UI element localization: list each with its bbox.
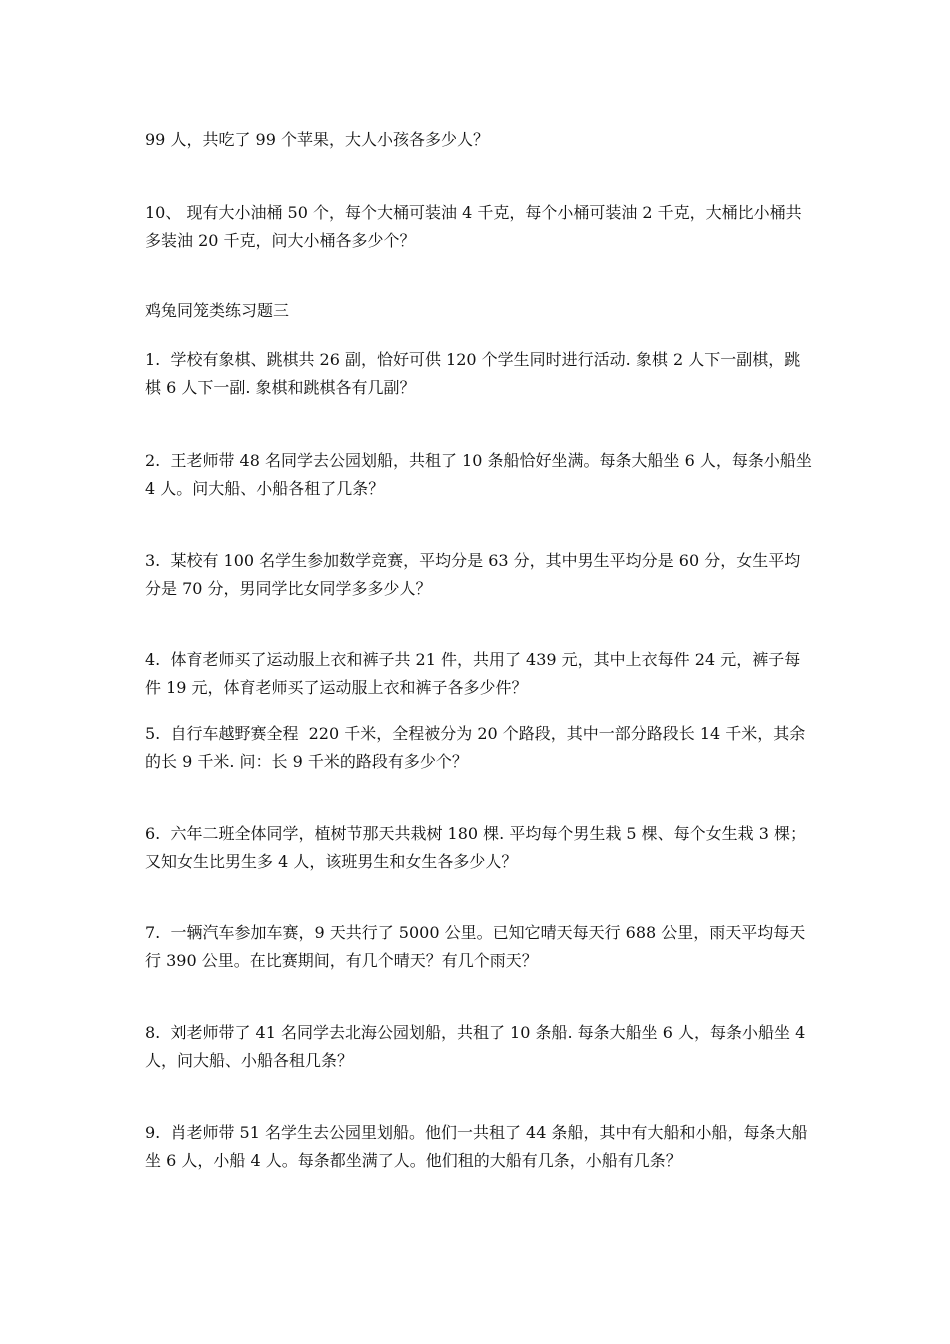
problem-4: 4. 体育老师买了运动服上衣和裤子共 21 件，共用了 439 元，其中上衣每件 24 元，裤子每件 19 元，体育老师买了运动服上衣和裤子各多少件？ [145,650,801,697]
problem-7: 7. 一辆汽车参加车赛，9 天共行了 5000 公里。已知它晴天每天行 688 公里，雨天平均每天行 390 公里。在比赛期间，有几个晴天？有几个雨天？ [145,923,806,970]
problem-9: 9. 肖老师带 51 名学生去公园里划船。他们一共租了 44 条船，其中有大船和小船，每条大船坐 6 人，小船 4 人。每条都坐满了人。他们租的大船有几条，小船有几条？ [145,1123,808,1170]
problem-2: 2. 王老师带 48 名同学去公园划船，共租了 10 条船恰好坐满。每条大船坐 6 人，每条小船坐 4 人。问大船、小船各租了几条？ [145,451,817,498]
problem-3: 3. 某校有 100 名学生参加数学竞赛，平均分是 63 分，其中男生平均分是 60 分，女生平均分是 70 分，男同学比女同学多多少人？ [145,551,801,598]
problem-8: 8. 刘老师带了 41 名同学去北海公园划船，共租了 10 条船. 每条大船坐 6 人，每条小船坐 4 人，问大船、小船各租几条？ [145,1023,811,1070]
problem-6: 6. 六年二班全体同学，植树节那天共栽树 180 棵. 平均每个男生栽 5 棵、每个女生栽 3 棵；又知女生比男生多 4 人，该班男生和女生各多少人？ [145,824,807,871]
problem-5: 5. 自行车越野赛全程 220 千米，全程被分为 20 个路段，其中一部分路段长 14 千米，其余的长 9 千米. 问：长 9 千米的路段有多少个？ [145,724,806,771]
problem-10: 10、 现有大小油桶 50 个，每个大桶可装油 4 千克，每个小桶可装油 2 千克，大桶比小桶共多装油 20 千克，问大小桶各多少个？ [145,203,802,250]
section-title: 鸡兔同笼类练习题三 [145,301,290,320]
continuation-text: 99 人，共吃了 99 个苹果，大人小孩各多少人？ [145,130,489,149]
problem-1: 1. 学校有象棋、跳棋共 26 副，恰好可供 120 个学生同时进行活动. 象棋 2 人下一副棋，跳棋 6 人下一副. 象棋和跳棋各有几副？ [145,350,801,397]
